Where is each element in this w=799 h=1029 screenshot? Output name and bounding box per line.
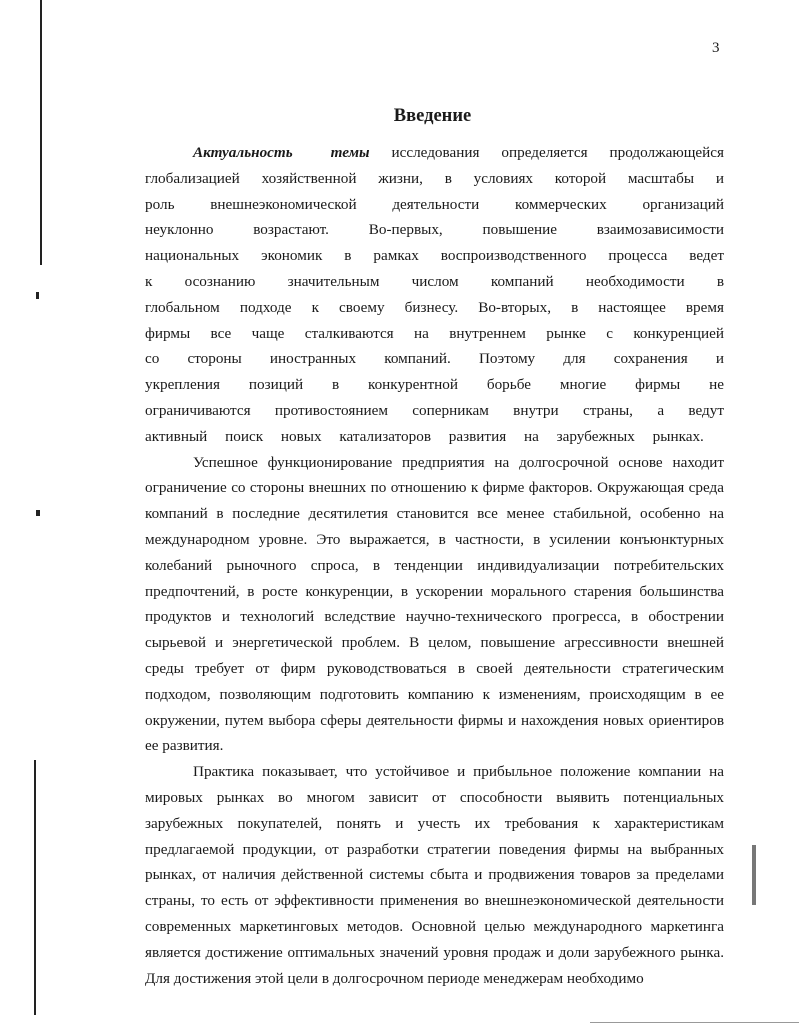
page-number: 3 <box>712 40 720 56</box>
scan-bottom-streak <box>590 1022 799 1023</box>
paragraph-3: Практика показывает, что устойчивое и прибыльное положение компании на мировых рынках во многом зависит от способности выявить потенциальных зарубежных покупателей, понять и учесть их требования к характеристикам предлагаемой продукции, от разработки стратегии поведения фирмы на выбранных рынках, от наличия действенной системы сбыта и продвижения товаров за пределами страны, то есть от эффективности применения во внешнеэкономической деятельности современных маркетинговых методов. Основной целью международного маркетинга является достижение оптимальных значений уровня продаж и доли зарубежного рынка. Для достижения этой цели в долгосрочном периоде менеджерам необходимо <box>145 763 724 987</box>
body-text <box>145 140 724 991</box>
scan-speck <box>36 510 40 516</box>
scan-edge-line-top <box>40 0 42 265</box>
paragraph-1 <box>145 140 724 450</box>
paragraph-1-text: исследования определяется продолжающейся глобализацией хозяйственной жизни, в условиях которой масштабы и роль внешнеэкономической деятельности коммерческих организаций неуклонно возрастают. Во-первых, повышение взаимозависимости национальных экономик в рамках воспроизводственного процесса ведет к осознанию значительным числом компаний необходимости в глобальном подходе к своему бизнесу. Во-вторых, в настоящее время фирмы все чаще сталкиваются на внутреннем рынке с конкуренцией со стороны иностранных компаний. Поэтому для сохранения и укрепления позиций в конкурентной борьбе многие фирмы не ограничиваются противостоянием соперникам внутри страны, а ведут активный поиск новых катализаторов развития на зарубежных рынках. <box>145 144 724 445</box>
page-title: Введение <box>393 106 472 126</box>
scan-edge-line-bottom <box>34 760 36 1015</box>
scan-edge-hatch-right <box>752 845 756 905</box>
paragraph-2: Успешное функционирование предприятия на долгосрочной основе находит ограничение со стороны внешних по отношению к фирме факторов. Окружающая среда компаний в последние десятилетия становится все менее стабильной, особенно на международном уровне. Это выражается, в частности, в усилении конъюнктурных колебаний рыночного спроса, в тенденции индивидуализации потребительских предпочтений, в росте конкуренции, в ускорении морального старения большинства продуктов и технологий вследствие научно-технического прогресса, в обострении сырьевой и энергетической проблем. В целом, повышение агрессивности внешней среды требует от фирм руководствоваться в своей деятельности стратегическим подходом, позволяющим подготовить компанию к изменениям, происходящим в ее окружении, путем выбора сферы деятельности фирмы и нахождения новых ориентиров ее развития. <box>145 453 724 755</box>
scan-speck <box>36 292 39 299</box>
intro-lead: Актуальность темы <box>193 144 370 161</box>
